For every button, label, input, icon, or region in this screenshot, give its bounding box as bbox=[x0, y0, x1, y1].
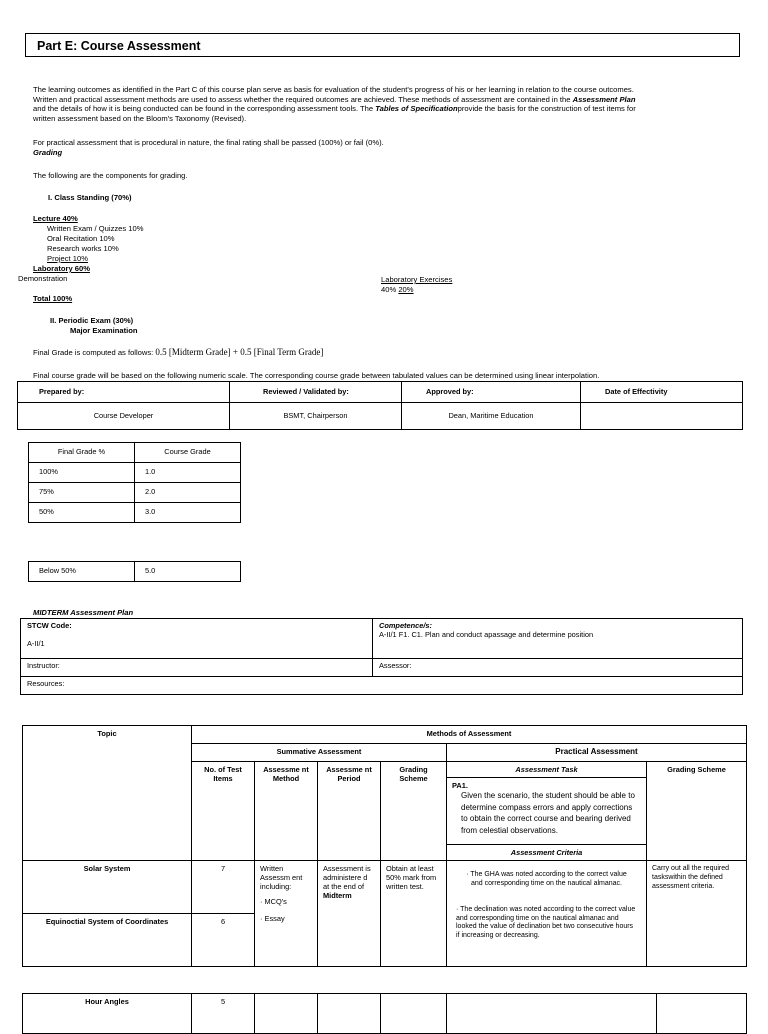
items-cell: 6 bbox=[192, 914, 255, 967]
lab-exercises-label: Laboratory Exercises bbox=[381, 275, 453, 284]
method-cell bbox=[255, 861, 318, 967]
stcw-cell bbox=[21, 619, 373, 659]
below-50-table bbox=[28, 561, 241, 582]
practical-note: For practical assessment that is procedural in nature, the final rating shall be passed (100%) or fail (0%). bbox=[33, 138, 384, 147]
grading-scheme-header: Grading Scheme bbox=[381, 762, 447, 861]
empty-cell bbox=[447, 994, 657, 1034]
demonstration-label: Demonstration bbox=[18, 274, 68, 283]
topic-cell: Equinoctial System of Coordinates bbox=[23, 914, 192, 967]
grade-cell: 3.0 bbox=[135, 503, 241, 523]
pa1-text: Given the scenario, the student should be able to determine compass errors and apply corrections to obtain the correct course and bearing derived from celestial observations. bbox=[461, 791, 635, 835]
practical-scheme-cell: Carry out all the required taskswithin the defined assessment criteria. bbox=[647, 861, 747, 967]
lab-pct-b: 20% bbox=[398, 285, 414, 294]
tables-spec-term: Tables of Specification bbox=[375, 104, 458, 114]
grade-cell: 75% bbox=[29, 483, 135, 503]
criteria-cell bbox=[447, 861, 647, 967]
scheme-cell: Obtain at least 50% mark from written test. bbox=[381, 861, 447, 967]
assess-period-header: Assessme nt Period bbox=[318, 762, 381, 861]
intro-line-1: The learning outcomes as identified in the Part C of this course plan serve as basis for evaluation of the student's progress of his or her learning in relation to the course outcomes. bbox=[33, 85, 634, 94]
prepared-by-header: Prepared by: bbox=[18, 382, 230, 403]
topic-header: Topic bbox=[23, 726, 192, 861]
stcw-label: STCW Code: bbox=[27, 621, 72, 630]
final-grade-text: Final Grade is computed as follows: bbox=[33, 348, 154, 357]
date-effectivity-value bbox=[581, 403, 743, 430]
signatories-table bbox=[17, 381, 743, 430]
instructor-cell: Instructor: bbox=[21, 659, 373, 677]
approved-by-value: Dean, Maritime Education bbox=[402, 403, 581, 430]
grading-scheme-practical-header: Grading Scheme bbox=[647, 762, 747, 861]
table-row bbox=[29, 503, 241, 523]
intro-line-4: written assessment based on the Bloom's Taxonomy (Revised). bbox=[33, 113, 247, 123]
criteria-2: · The declination was noted according to the correct value and corresponding time on the nautical almanac and looked the value of declination bet two consecutive hours if increasing or decreasing. bbox=[456, 906, 636, 939]
grade-header-final: Final Grade % bbox=[29, 443, 135, 463]
topic-cell: Solar System bbox=[23, 861, 192, 914]
periodic-heading: II. Periodic Exam (30%) bbox=[50, 316, 134, 325]
assessment-methods-table-continued bbox=[22, 993, 747, 1034]
competence-label: Competence/s: bbox=[379, 621, 432, 630]
assessment-task-cell bbox=[447, 762, 647, 861]
assessment-task-header: Assessment Task bbox=[447, 762, 646, 778]
criteria-1: · The GHA was noted according to the correct value and corresponding time on the nautical almanac. bbox=[466, 871, 627, 887]
table-row bbox=[23, 994, 747, 1034]
table-row bbox=[29, 463, 241, 483]
intro-paragraph bbox=[33, 85, 743, 123]
period-cell bbox=[318, 861, 381, 967]
laboratory-heading: Laboratory 60% bbox=[33, 264, 90, 273]
empty-cell bbox=[255, 994, 318, 1034]
class-standing-heading: I. Class Standing (70%) bbox=[48, 193, 132, 202]
grade-cell: 50% bbox=[29, 503, 135, 523]
approved-by-header: Approved by: bbox=[402, 382, 581, 403]
lecture-item: Oral Recitation 10% bbox=[47, 234, 115, 243]
reviewed-by-header: Reviewed / Validated by: bbox=[230, 382, 402, 403]
lecture-item: Project 10% bbox=[47, 254, 88, 263]
date-effectivity-header: Date of Effectivity bbox=[581, 382, 743, 403]
grade-header-course: Course Grade bbox=[135, 443, 241, 463]
methods-header: Methods of Assessment bbox=[192, 726, 747, 744]
table-row bbox=[23, 861, 747, 914]
empty-cell bbox=[657, 994, 747, 1034]
lecture-heading: Lecture 40% bbox=[33, 214, 78, 223]
items-cell: 5 bbox=[192, 994, 255, 1034]
grade-cell: Below 50% bbox=[29, 562, 135, 582]
assess-method-header: Assessme nt Method bbox=[255, 762, 318, 861]
mcq-item: · MCQ's bbox=[260, 897, 287, 906]
assessor-cell: Assessor: bbox=[373, 659, 743, 677]
competence-value: A-II/1 F1. C1. Plan and conduct apassage and determine position bbox=[379, 629, 594, 639]
method-text: Written Assessm ent including: bbox=[260, 864, 303, 891]
grading-heading: Grading bbox=[33, 148, 63, 157]
midterm-label: Midterm bbox=[323, 891, 352, 900]
competence-cell bbox=[373, 619, 743, 659]
lab-pct-a: 40% bbox=[381, 285, 397, 294]
midterm-plan-table bbox=[20, 618, 743, 695]
numeric-scale-note: Final course grade will be based on the following numeric scale. The corresponding course grade between tabulated values can be determined using linear interpolation. bbox=[33, 371, 600, 380]
grade-cell: 5.0 bbox=[135, 562, 241, 582]
practical-header: Practical Assessment bbox=[447, 744, 747, 762]
period-text: Assessment is administere d at the end of bbox=[323, 864, 371, 891]
intro-line-3-text: and the details of how it is being conducted can be found in the corresponding assessment tools. The bbox=[33, 104, 376, 114]
summative-header: Summative Assessment bbox=[192, 744, 447, 762]
lecture-item: Written Exam / Quizzes 10% bbox=[47, 224, 144, 233]
grade-scale-table bbox=[28, 442, 241, 523]
reviewed-by-value: BSMT, Chairperson bbox=[230, 403, 402, 430]
lecture-item: Research works 10% bbox=[47, 244, 119, 253]
intro-line-2-text: Written and practical assessment methods are used to assess whether the required outcomes are achieved. These methods of assessment are contained in the bbox=[33, 94, 573, 104]
page-title: Part E: Course Assessment bbox=[25, 33, 740, 57]
intro-line-2 bbox=[33, 95, 743, 105]
total-label: Total 100% bbox=[33, 294, 73, 303]
empty-cell bbox=[381, 994, 447, 1034]
midterm-plan-title: MIDTERM Assessment Plan bbox=[33, 608, 134, 617]
grade-cell: 2.0 bbox=[135, 483, 241, 503]
table-row bbox=[29, 562, 241, 582]
stcw-value: A-II/1 bbox=[27, 638, 45, 648]
formula: 0.5 [Midterm Grade] + 0.5 [Final Term Grade] bbox=[155, 347, 324, 357]
empty-cell bbox=[318, 994, 381, 1034]
assessment-criteria-header: Assessment Criteria bbox=[447, 844, 646, 860]
intro-line-3-post: provide the basis for the construction of test items for bbox=[457, 104, 636, 114]
components-intro: The following are the components for grading. bbox=[33, 171, 188, 180]
assessment-plan-term: Assessment Plan bbox=[572, 94, 636, 104]
pa1-label: PA1. bbox=[452, 781, 468, 790]
prepared-by-value: Course Developer bbox=[18, 403, 230, 430]
assessment-methods-table bbox=[22, 725, 747, 967]
grade-cell: 1.0 bbox=[135, 463, 241, 483]
intro-line-3 bbox=[33, 104, 743, 114]
table-row bbox=[29, 483, 241, 503]
essay-item: · Essay bbox=[260, 914, 285, 923]
final-grade-formula bbox=[33, 348, 743, 358]
no-items-header: No. of Test Items bbox=[192, 762, 255, 861]
items-cell: 7 bbox=[192, 861, 255, 914]
major-exam-label: Major Examination bbox=[70, 326, 138, 335]
lab-exercises-pct bbox=[381, 285, 414, 295]
resources-cell: Resources: bbox=[21, 677, 743, 695]
topic-cell: Hour Angles bbox=[23, 994, 192, 1034]
grade-cell: 100% bbox=[29, 463, 135, 483]
